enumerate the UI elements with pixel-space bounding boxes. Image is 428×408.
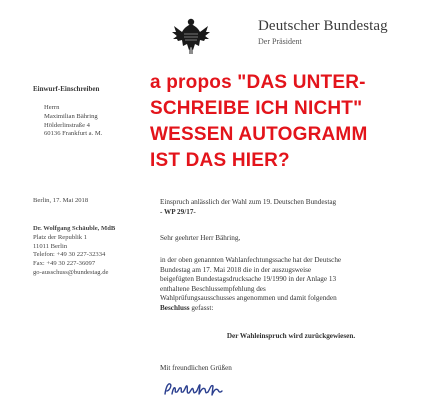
headline-line: SCHREIBE ICH NICHT" [150,98,363,119]
paragraph-line: Wahlprüfungsausschusses angenommen und damit folgenden [160,294,337,303]
body-paragraph [160,256,422,314]
subject-reference: - WP 29/17- [160,207,196,216]
recipient-line: Hölderlinstraße 4 [44,121,90,129]
subject-line: Einspruch anlässlich der Wahl zum 19. Deutschen Bundestag [160,198,337,206]
sender-line: 11011 Berlin [33,242,68,250]
paragraph-line: enthaltene Beschlussempfehlung des [160,284,266,293]
sender-line: Platz der Republik 1 [33,233,88,241]
recipient-line: Herrn [44,104,60,111]
subject-block [160,198,415,217]
paragraph-tail: gefasst: [189,303,214,312]
recipient-line: 60136 Frankfurt a. M. [44,130,103,138]
sender-line: Fax: +49 30 227-36097 [33,260,96,268]
headline-line: WESSEN AUTOGRAMM [150,124,368,145]
sender-name: Dr. Wolfgang Schäuble, MdB [33,225,116,232]
decision-statement: Der Wahleinspruch wird zurückgewiesen. [226,332,356,340]
sender-email: go-ausschuss@bundestag.de [33,268,109,276]
recipient-address [44,104,102,139]
salutation: Sehr geehrter Herr Bähring, [160,234,241,242]
paragraph-line: beigefügten Bundestagsdrucksache 19/1990 in der Anlage 13 [160,275,337,284]
closing-greeting: Mit freundlichen Grüßen [160,364,232,372]
delivery-method: Einwurf-Einschreiben [33,85,100,93]
handwritten-signature-icon [162,378,232,400]
decision-keyword: Beschluss [160,303,190,312]
paragraph-line [160,304,422,314]
headline-line: a propos "DAS UNTER- [150,72,366,93]
recipient-line: Maximilian Bähring [44,112,98,120]
organization-name: Deutscher Bundestag [258,18,388,34]
federal-eagle-icon [170,14,212,56]
headline-line: IST DAS HIER? [150,150,290,171]
paragraph-line: Bundestag am 17. Mai 2018 die in der auszugsweise [160,265,312,274]
organization-subtitle: Der Präsident [258,37,302,46]
sender-block [33,225,115,278]
paragraph-line: in der oben genannten Wahlanfechtungssache hat der Deutsche [160,256,342,264]
sender-line: Telefon: +49 30 227-32334 [33,251,106,259]
letter-date: Berlin, 17. Mai 2018 [33,197,89,204]
overlay-headline [150,70,420,174]
